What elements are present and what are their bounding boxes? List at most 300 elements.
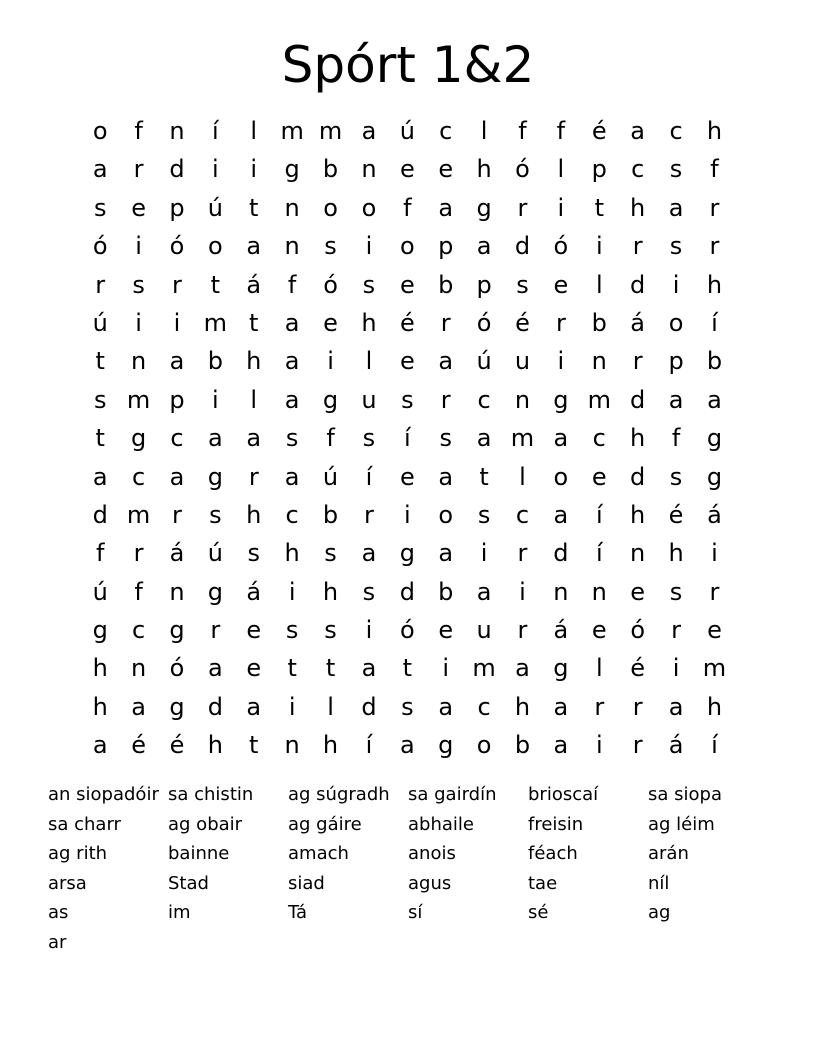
grid-letter[interactable]: e xyxy=(553,270,569,299)
grid-letter[interactable]: i xyxy=(672,270,680,299)
grid-letter[interactable]: a xyxy=(92,462,108,491)
grid-letter[interactable]: t xyxy=(594,193,604,222)
grid-letter[interactable]: f xyxy=(287,270,297,299)
grid-letter[interactable]: e xyxy=(591,462,607,491)
grid-letter[interactable]: h xyxy=(706,270,723,299)
grid-letter[interactable]: c xyxy=(439,117,453,145)
grid-letter[interactable]: t xyxy=(249,731,259,760)
grid-letter[interactable]: o xyxy=(361,193,377,222)
grid-letter[interactable]: s xyxy=(439,424,452,453)
grid-letter[interactable]: h xyxy=(207,731,223,760)
grid-letter[interactable]: s xyxy=(362,424,376,453)
grid-letter[interactable]: t xyxy=(210,270,221,299)
grid-letter[interactable]: n xyxy=(514,385,531,414)
grid-letter[interactable]: o xyxy=(553,462,569,491)
word-list-item: siad xyxy=(288,872,325,894)
grid-letter[interactable]: m xyxy=(510,424,535,453)
grid-letter[interactable]: l xyxy=(250,385,258,414)
grid-letter[interactable]: c xyxy=(477,385,491,414)
grid-letter[interactable]: h xyxy=(322,577,339,606)
grid-letter[interactable]: n xyxy=(630,539,646,568)
grid-letter[interactable]: r xyxy=(172,270,182,299)
grid-letter[interactable]: a xyxy=(361,654,377,683)
grid-letter[interactable]: g xyxy=(438,731,454,760)
grid-letter[interactable]: a xyxy=(284,347,300,376)
grid-letter[interactable]: l xyxy=(250,117,258,145)
grid-letter[interactable]: e xyxy=(246,616,262,645)
grid-letter[interactable]: s xyxy=(324,539,337,568)
grid-letter[interactable]: r xyxy=(440,385,451,414)
grid-letter[interactable]: l xyxy=(519,462,526,491)
grid-letter[interactable]: b xyxy=(207,347,223,376)
grid-letter[interactable]: s xyxy=(93,385,107,414)
grid-letter[interactable]: n xyxy=(284,193,300,222)
grid-letter[interactable]: g xyxy=(476,193,492,222)
grid-letter[interactable]: c xyxy=(131,462,146,491)
grid-letter[interactable]: h xyxy=(630,193,646,222)
grid-letter[interactable]: l xyxy=(595,270,603,299)
grid-letter[interactable]: h xyxy=(706,692,723,721)
grid-letter[interactable]: s xyxy=(401,385,414,414)
grid-letter[interactable]: í xyxy=(365,462,373,491)
grid-letter[interactable]: l xyxy=(557,155,565,184)
grid-letter[interactable]: a xyxy=(668,385,684,414)
grid-letter[interactable]: e xyxy=(591,616,607,645)
grid-letter[interactable]: g xyxy=(130,424,147,453)
grid-letter[interactable]: a xyxy=(92,731,108,760)
grid-letter[interactable]: d xyxy=(514,232,531,261)
grid-letter[interactable]: á xyxy=(169,539,185,568)
grid-letter[interactable]: i xyxy=(327,347,334,376)
grid-letter[interactable]: i xyxy=(288,577,296,606)
grid-letter[interactable]: r xyxy=(210,616,221,645)
word-list-item: freisin xyxy=(528,813,584,835)
grid-letter[interactable]: s xyxy=(669,232,683,261)
grid-letter[interactable]: p xyxy=(591,155,607,184)
grid-letter[interactable]: r xyxy=(95,270,106,299)
grid-letter[interactable]: i xyxy=(557,347,565,376)
grid-letter[interactable]: r xyxy=(632,347,643,376)
grid-letter[interactable]: c xyxy=(285,500,299,529)
grid-letter[interactable]: r xyxy=(594,692,605,721)
grid-letter[interactable]: h xyxy=(706,117,723,145)
grid-letter[interactable]: í xyxy=(403,424,411,453)
grid-letter[interactable]: g xyxy=(399,539,415,568)
grid-letter[interactable]: e xyxy=(399,462,415,491)
grid-letter[interactable]: ú xyxy=(322,462,339,491)
grid-letter[interactable]: f xyxy=(403,193,412,222)
grid-letter[interactable]: i xyxy=(442,654,450,683)
grid-letter[interactable]: é xyxy=(169,731,185,760)
grid-letter[interactable]: a xyxy=(92,155,108,184)
grid-letter[interactable]: r xyxy=(172,500,182,529)
grid-letter[interactable]: á xyxy=(707,500,722,529)
grid-letter[interactable]: a xyxy=(361,117,377,145)
grid-letter[interactable]: é xyxy=(630,654,646,683)
grid-letter[interactable]: g xyxy=(169,692,185,721)
grid-letter[interactable]: í xyxy=(595,500,603,529)
grid-letter[interactable]: c xyxy=(631,155,645,184)
grid-letter[interactable]: c xyxy=(592,424,606,453)
grid-letter[interactable]: r xyxy=(133,539,144,568)
grid-letter[interactable]: h xyxy=(92,692,108,721)
grid-letter[interactable]: n xyxy=(591,347,607,376)
grid-letter[interactable]: r xyxy=(248,462,259,491)
grid-letter[interactable]: a xyxy=(630,117,646,145)
grid-letter[interactable]: i xyxy=(135,308,142,337)
word-list xyxy=(48,780,768,957)
grid-letter[interactable]: é xyxy=(515,308,530,337)
grid-letter[interactable]: ú xyxy=(476,347,492,376)
grid-letter[interactable]: ó xyxy=(553,232,569,261)
grid-letter[interactable]: u xyxy=(361,385,377,414)
grid-letter[interactable]: s xyxy=(669,155,683,184)
grid-letter[interactable]: a xyxy=(553,731,569,760)
grid-letter[interactable]: a xyxy=(553,500,569,529)
grid-letter[interactable]: a xyxy=(246,424,262,453)
word-list-item: ag rith xyxy=(48,843,108,864)
grid-letter[interactable]: s xyxy=(362,577,376,606)
grid-letter[interactable]: e xyxy=(399,270,415,299)
grid-letter[interactable]: n xyxy=(361,155,377,184)
grid-letter[interactable]: f xyxy=(134,577,143,606)
grid-letter[interactable]: a xyxy=(476,577,492,606)
grid-letter[interactable]: m xyxy=(126,385,151,414)
grid-letter[interactable]: g xyxy=(207,577,223,606)
grid-letter[interactable]: i xyxy=(135,232,142,261)
grid-letter[interactable]: l xyxy=(480,117,488,145)
grid-letter[interactable]: i xyxy=(711,539,718,568)
grid-letter[interactable]: d xyxy=(630,385,646,414)
grid-letter[interactable]: d xyxy=(207,692,223,721)
grid-letter[interactable]: h xyxy=(361,308,377,337)
grid-letter[interactable]: c xyxy=(170,424,184,453)
grid-letter[interactable]: p xyxy=(668,347,684,376)
grid-letter[interactable]: f xyxy=(95,539,105,568)
grid-letter[interactable]: i xyxy=(595,731,603,760)
grid-letter[interactable]: a xyxy=(246,692,262,721)
word-list-item: níl xyxy=(648,872,670,894)
grid-letter[interactable]: á xyxy=(246,270,262,299)
grid-letter[interactable]: ó xyxy=(399,616,415,645)
grid-letter[interactable]: a xyxy=(515,654,530,683)
word-list-item: arsa xyxy=(48,872,87,894)
grid-letter[interactable]: p xyxy=(476,270,492,299)
grid-letter[interactable]: a xyxy=(438,692,454,721)
grid-letter[interactable]: a xyxy=(284,308,300,337)
grid-letter[interactable]: i xyxy=(250,155,258,184)
grid-letter[interactable]: a xyxy=(399,731,415,760)
grid-letter[interactable]: i xyxy=(365,616,373,645)
grid-letter[interactable]: t xyxy=(479,462,489,491)
grid-letter[interactable]: e xyxy=(323,308,338,337)
grid-letter[interactable]: í xyxy=(595,539,603,568)
grid-letter[interactable]: é xyxy=(131,731,146,760)
grid-letter[interactable]: a xyxy=(668,193,684,222)
grid-letter[interactable]: n xyxy=(284,232,300,261)
grid-letter[interactable]: e xyxy=(630,577,646,606)
grid-letter[interactable]: e xyxy=(399,347,415,376)
grid-letter[interactable]: i xyxy=(519,577,526,606)
grid-letter[interactable]: e xyxy=(438,616,454,645)
grid-letter[interactable]: m xyxy=(702,654,727,683)
grid-letter[interactable]: ú xyxy=(207,539,223,568)
grid-letter[interactable]: r xyxy=(440,308,451,337)
grid-letter[interactable]: í xyxy=(711,731,718,760)
grid-letter[interactable]: n xyxy=(130,654,147,683)
grid-letter[interactable]: ó xyxy=(169,654,185,683)
grid-letter[interactable]: í xyxy=(711,308,718,337)
grid-letter[interactable]: s xyxy=(285,424,299,453)
grid-letter[interactable]: h xyxy=(322,731,339,760)
grid-letter[interactable]: a xyxy=(246,232,262,261)
grid-letter[interactable]: h xyxy=(246,500,262,529)
grid-letter[interactable]: i xyxy=(212,385,219,414)
grid-letter[interactable]: i xyxy=(212,155,219,184)
grid-letter[interactable]: g xyxy=(706,462,723,491)
grid-letter[interactable]: g xyxy=(706,424,723,453)
grid-letter[interactable]: a xyxy=(438,539,454,568)
grid-letter[interactable]: f xyxy=(326,424,335,453)
grid-letter[interactable]: i xyxy=(557,193,565,222)
grid-letter[interactable]: p xyxy=(169,385,185,414)
grid-letter[interactable]: d xyxy=(361,692,377,721)
grid-letter[interactable]: f xyxy=(556,117,566,145)
grid-letter[interactable]: a xyxy=(553,692,569,721)
grid-letter[interactable]: o xyxy=(399,232,415,261)
grid-letter[interactable]: s xyxy=(669,462,683,491)
grid-letter[interactable]: o xyxy=(208,232,223,261)
grid-letter[interactable]: r xyxy=(709,193,720,222)
grid-letter[interactable]: s xyxy=(93,193,107,222)
grid-letter[interactable]: a xyxy=(284,462,300,491)
grid-letter[interactable]: r xyxy=(133,155,144,184)
grid-letter[interactable]: c xyxy=(515,500,530,529)
grid-letter[interactable]: l xyxy=(365,347,373,376)
grid-letter[interactable]: h xyxy=(476,155,492,184)
grid-letter[interactable]: n xyxy=(169,577,185,606)
grid-letter[interactable]: a xyxy=(131,692,146,721)
grid-letter[interactable]: r xyxy=(363,500,374,529)
grid-letter[interactable]: a xyxy=(476,424,492,453)
grid-letter[interactable]: i xyxy=(365,232,373,261)
grid-letter[interactable]: s xyxy=(362,270,376,299)
grid-letter[interactable]: b xyxy=(706,347,723,376)
grid-letter[interactable]: m xyxy=(203,308,228,337)
grid-letter[interactable]: b xyxy=(438,270,454,299)
grid-letter[interactable]: u xyxy=(514,347,531,376)
grid-letter[interactable]: g xyxy=(284,155,300,184)
word-list-item: ag obair xyxy=(168,813,243,835)
grid-letter[interactable]: b xyxy=(322,500,339,529)
grid-letter[interactable]: a xyxy=(438,347,454,376)
grid-letter[interactable]: é xyxy=(668,500,684,529)
grid-letter[interactable]: a xyxy=(438,462,454,491)
grid-letter[interactable]: a xyxy=(553,424,569,453)
grid-letter[interactable]: t xyxy=(249,193,259,222)
grid-letter[interactable]: f xyxy=(518,117,527,145)
grid-letter[interactable]: e xyxy=(246,654,262,683)
grid-letter[interactable]: o xyxy=(438,500,454,529)
grid-letter[interactable]: r xyxy=(632,731,643,760)
word-list-item: Tá xyxy=(288,902,308,923)
grid-letter[interactable]: g xyxy=(169,616,185,645)
grid-letter[interactable]: i xyxy=(480,539,488,568)
grid-letter[interactable]: n xyxy=(591,577,607,606)
grid-letter[interactable]: h xyxy=(668,539,684,568)
grid-letter[interactable]: ú xyxy=(399,117,415,145)
word-list-item: ag gáire xyxy=(288,813,362,835)
grid-letter[interactable]: t xyxy=(325,654,336,683)
grid-letter[interactable]: f xyxy=(134,117,143,145)
grid-letter[interactable]: b xyxy=(438,577,454,606)
grid-letter[interactable]: i xyxy=(403,500,411,529)
grid-letter[interactable]: c xyxy=(669,117,683,145)
grid-letter[interactable]: n xyxy=(553,577,569,606)
grid-letter[interactable]: o xyxy=(668,308,684,337)
grid-letter[interactable]: a xyxy=(438,193,454,222)
grid-letter[interactable]: s xyxy=(209,500,222,529)
grid-letter[interactable]: m xyxy=(587,385,611,414)
grid-letter[interactable]: h xyxy=(630,424,646,453)
grid-letter[interactable]: ó xyxy=(92,232,108,261)
grid-letter[interactable]: b xyxy=(514,731,531,760)
grid-letter[interactable]: a xyxy=(284,385,300,414)
grid-letter[interactable]: r xyxy=(517,616,528,645)
grid-letter[interactable]: i xyxy=(595,232,603,261)
grid-letter[interactable]: f xyxy=(710,155,719,184)
grid-letter[interactable]: e xyxy=(131,193,146,222)
grid-letter[interactable]: t xyxy=(95,347,105,376)
grid-letter[interactable]: m xyxy=(126,500,151,529)
grid-letter[interactable]: f xyxy=(671,424,681,453)
grid-letter[interactable]: d xyxy=(399,577,415,606)
word-list-item: féach xyxy=(528,843,578,864)
grid-letter[interactable]: g xyxy=(322,385,339,414)
grid-letter[interactable]: r xyxy=(517,539,528,568)
grid-letter[interactable]: ú xyxy=(207,193,223,222)
grid-letter[interactable]: t xyxy=(287,654,297,683)
grid-letter[interactable]: h xyxy=(630,500,646,529)
grid-letter[interactable]: á xyxy=(668,731,684,760)
grid-letter[interactable]: h xyxy=(246,347,262,376)
grid-letter[interactable]: t xyxy=(249,308,259,337)
grid-letter[interactable]: d xyxy=(169,155,185,184)
word-list-item: arán xyxy=(648,843,689,864)
grid-letter[interactable]: r xyxy=(517,193,528,222)
grid-letter[interactable]: s xyxy=(247,539,261,568)
grid-letter[interactable]: a xyxy=(208,654,223,683)
grid-letter[interactable]: ó xyxy=(476,308,492,337)
grid-letter[interactable]: ú xyxy=(92,577,108,606)
grid-letter[interactable]: a xyxy=(668,692,684,721)
grid-letter[interactable]: á xyxy=(630,308,646,337)
grid-letter[interactable]: é xyxy=(591,117,607,145)
grid-letter[interactable]: ó xyxy=(515,155,530,184)
grid-letter[interactable]: e xyxy=(399,155,415,184)
grid-letter[interactable]: s xyxy=(401,692,414,721)
grid-letter[interactable]: p xyxy=(169,193,185,222)
grid-letter[interactable]: a xyxy=(707,385,722,414)
grid-letter[interactable]: h xyxy=(92,654,108,683)
grid-letter[interactable]: d xyxy=(630,462,646,491)
grid-letter[interactable]: i xyxy=(288,692,296,721)
grid-letter[interactable]: c xyxy=(131,616,146,645)
grid-letter[interactable]: a xyxy=(208,424,223,453)
grid-letter[interactable]: r xyxy=(671,616,681,645)
grid-letter[interactable]: s xyxy=(324,232,337,261)
grid-letter[interactable]: a xyxy=(169,347,185,376)
grid-letter[interactable]: s xyxy=(132,270,145,299)
grid-letter[interactable]: r xyxy=(632,232,643,261)
grid-letter[interactable]: l xyxy=(327,692,334,721)
grid-letter[interactable]: n xyxy=(284,731,300,760)
grid-letter[interactable]: o xyxy=(92,117,108,145)
grid-letter[interactable]: s xyxy=(516,270,529,299)
grid-letter[interactable]: l xyxy=(595,654,603,683)
grid-letter[interactable]: r xyxy=(632,692,643,721)
grid-letter[interactable]: i xyxy=(672,654,680,683)
grid-letter[interactable]: s xyxy=(669,577,683,606)
grid-letter[interactable]: a xyxy=(169,462,185,491)
grid-letter[interactable]: e xyxy=(707,616,722,645)
grid-letter[interactable]: ó xyxy=(169,232,185,261)
grid-letter[interactable]: r xyxy=(709,232,720,261)
grid-letter[interactable]: o xyxy=(323,193,338,222)
grid-letter[interactable]: t xyxy=(402,654,413,683)
grid-letter[interactable]: r xyxy=(709,577,720,606)
grid-letter[interactable]: b xyxy=(591,308,607,337)
grid-letter[interactable]: h xyxy=(514,692,531,721)
grid-letter[interactable]: t xyxy=(95,424,105,453)
grid-letter[interactable]: é xyxy=(399,308,415,337)
grid-letter[interactable]: a xyxy=(476,232,492,261)
grid-letter[interactable]: ó xyxy=(630,616,645,645)
grid-letter[interactable]: e xyxy=(438,155,454,184)
grid-letter[interactable]: h xyxy=(284,539,300,568)
grid-letter[interactable]: p xyxy=(438,232,454,261)
grid-letter[interactable]: í xyxy=(365,731,373,760)
grid-letter[interactable]: m xyxy=(318,117,343,145)
grid-letter[interactable]: d xyxy=(553,539,569,568)
grid-letter[interactable]: n xyxy=(130,347,147,376)
grid-letter[interactable]: s xyxy=(477,500,491,529)
grid-letter[interactable]: d xyxy=(630,270,646,299)
grid-letter[interactable]: m xyxy=(472,654,496,683)
grid-letter[interactable]: b xyxy=(322,155,339,184)
grid-letter[interactable]: s xyxy=(285,616,299,645)
grid-letter[interactable]: s xyxy=(324,616,337,645)
grid-letter[interactable]: u xyxy=(476,616,492,645)
grid-letter[interactable]: á xyxy=(553,616,569,645)
grid-letter[interactable]: ó xyxy=(323,270,338,299)
grid-letter[interactable]: á xyxy=(246,577,262,606)
grid-letter[interactable]: c xyxy=(477,692,491,721)
grid-letter[interactable]: i xyxy=(173,308,181,337)
grid-letter[interactable]: g xyxy=(553,385,569,414)
grid-letter[interactable]: o xyxy=(476,731,492,760)
grid-letter[interactable]: g xyxy=(553,654,569,683)
grid-letter[interactable]: a xyxy=(361,539,377,568)
grid-letter[interactable]: r xyxy=(555,308,566,337)
grid-letter[interactable]: í xyxy=(212,117,219,145)
grid-letter[interactable]: ú xyxy=(92,308,108,337)
grid-letter[interactable]: g xyxy=(207,462,223,491)
grid-letter[interactable]: d xyxy=(92,500,108,529)
grid-letter[interactable]: g xyxy=(92,616,108,645)
grid-letter[interactable]: n xyxy=(169,117,185,145)
grid-letter[interactable]: m xyxy=(280,117,304,145)
